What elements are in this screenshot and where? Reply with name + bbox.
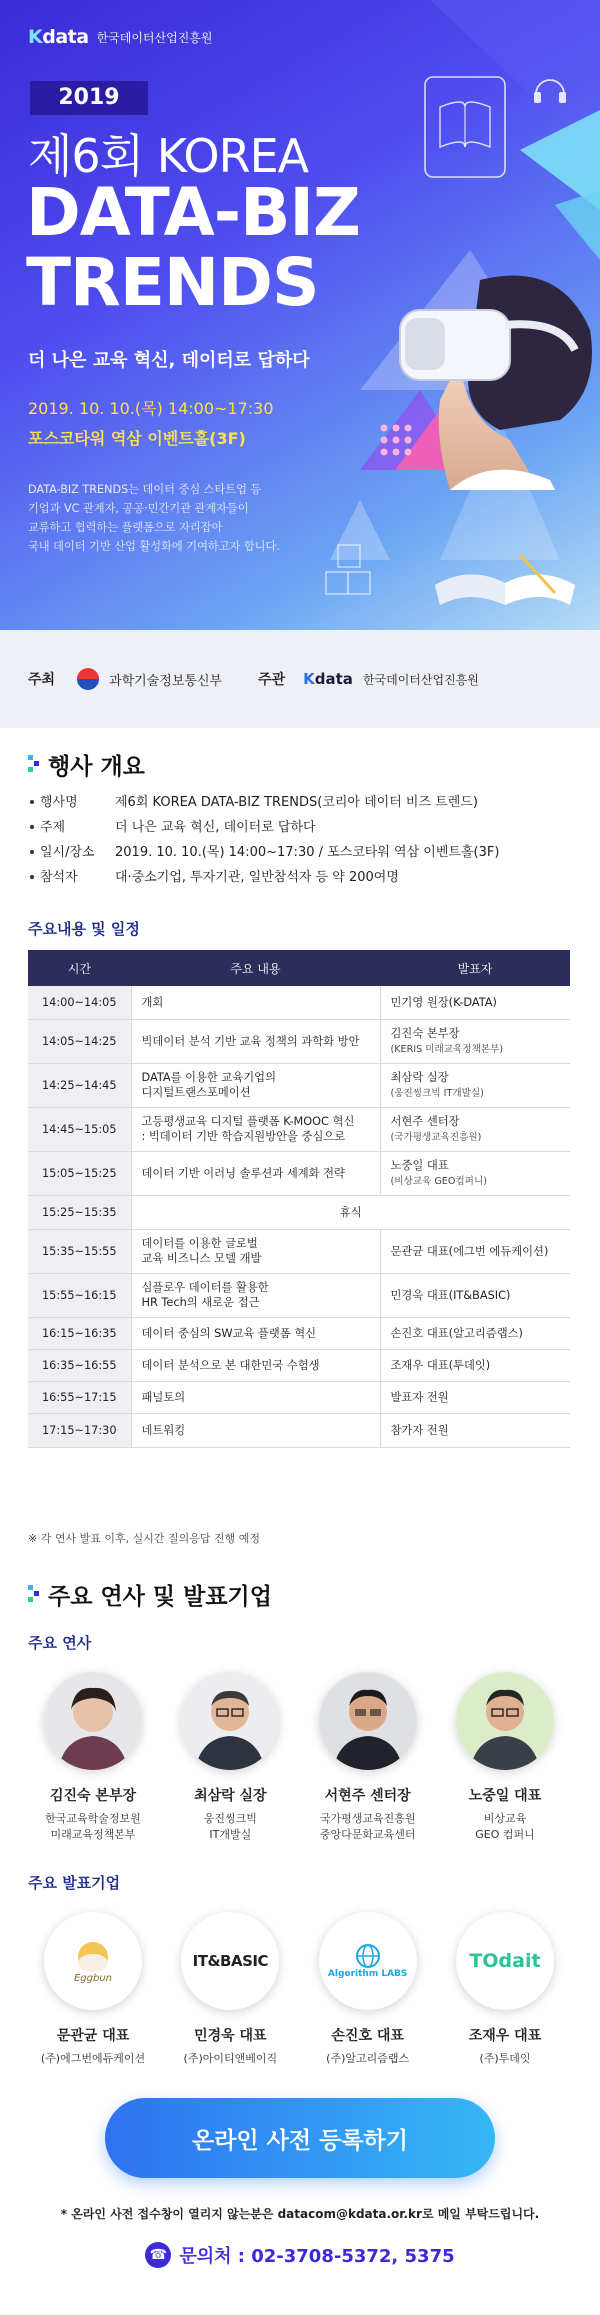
hero-title-line1: DATA-BIZ [26,174,360,251]
schedule-time: 16:35~16:55 [28,1349,131,1381]
speaker-affiliation: (비상교육 GEO컴퍼니) [390,1175,487,1187]
overview-value: 더 나은 교육 혁신, 데이터로 답하다 [115,820,316,835]
avatar [319,1672,417,1770]
table-row [28,1349,570,1381]
speaker-name: 김진숙 본부장 [390,1026,460,1040]
brand-logo[interactable] [28,26,212,48]
registration-note: * 온라인 사전 접수창이 열리지 않는분은 datacom@kdata.or.kr로 메일 부탁드립니다. [60,2207,540,2221]
company-rep-name: 손진호 대표 [331,2028,404,2044]
speaker-name: 민기영 원장(K-DATA) [390,995,497,1009]
avatar [181,1672,279,1770]
table-row [28,1273,570,1317]
company-logo-text: IT&BASIC [192,1952,268,1970]
company-card [303,1912,433,2067]
speaker-affil-line: IT개발실 [209,1828,252,1841]
speakers-heading-text: 주요 연사 및 발표기업 [48,1584,272,1610]
speaker-name: 발표자 전원 [390,1390,449,1404]
hero-date: 2019. 10. 10.(목) 14:00~17:30 [28,399,274,418]
schedule-speaker [380,1107,570,1151]
speaker-name: 서현주 센터장 [390,1114,460,1128]
speaker-affil-line: 비상교육 [483,1812,527,1825]
itbasic-logo [181,1912,279,2010]
overview-heading [28,748,145,781]
overview-row [28,790,578,815]
schedule-time: 16:55~17:15 [28,1381,131,1413]
table-row [28,1195,570,1229]
schedule-speaker [380,1229,570,1273]
company-rep-name: 민경욱 대표 [194,2028,267,2044]
speaker-card [28,1672,158,1843]
speaker-name: 서현주 센터장 [324,1788,411,1804]
taegeuk-icon [77,668,99,690]
schedule-speaker [380,1349,570,1381]
schedule-speaker [380,1063,570,1107]
table-row [28,1381,570,1413]
column-header-time: 시간 [28,950,131,986]
speaker-affil-line: 한국교육학술정보원 [45,1812,141,1825]
kdata-logo: Kdata [28,26,89,48]
schedule-content: 데이터 기반 이러닝 솔루션과 세계화 전략 [131,1151,380,1195]
table-row [28,1063,570,1107]
hero-description-line: 국내 데이터 기반 산업 활성화에 기여하고자 합니다. [28,540,280,553]
company-logo-text: Algorithm LABS [327,1969,408,1979]
table-row [28,1229,570,1273]
speaker-affiliation: (웅진씽크빅 IT개발실) [390,1087,484,1099]
speaker-name: 노중일 대표 [390,1158,449,1172]
headset-icon [530,70,570,110]
speaker-name: 참가자 전원 [390,1423,449,1437]
schedule-speaker [380,1019,570,1063]
speaker-name: 손진호 대표(알고리즘랩스) [390,1326,523,1340]
register-button[interactable]: 온라인 사전 등록하기 [105,2098,495,2178]
egg-icon [73,1939,113,1973]
speaker-name: 최삼락 실장 [194,1788,267,1804]
table-row [28,1413,570,1447]
schedule-content: DATA를 이용한 교육기업의 디지털트랜스포메이션 [131,1063,380,1107]
sponsor-bar [0,630,600,728]
overview-key: 주제 [28,815,115,840]
host-label: 주최 [28,672,56,688]
table-row [28,1151,570,1195]
schedule-content: 휴식 [131,1195,570,1229]
speaker-affil-line: 미래교육정책본부 [50,1828,136,1841]
schedule-content: 빅데이터 분석 기반 교육 정책의 과학화 방안 [131,1019,380,1063]
schedule-time: 16:15~16:35 [28,1317,131,1349]
companies-label: 주요 발표기업 [28,1874,121,1892]
speaker-name: 민경욱 대표(IT&BASIC) [390,1288,511,1302]
overview-value: 제6회 KOREA DATA-BIZ TRENDS(코리아 데이터 비즈 트렌드) [115,795,478,810]
speaker-affil-line: 중앙다문화교육센터 [319,1828,416,1841]
todait-logo [456,1912,554,2010]
overview-row [28,840,578,865]
schedule-speaker [380,986,570,1019]
avatar [456,1672,554,1770]
overview-list [28,790,578,890]
speaker-affil-line: 국가평생교육진흥원 [319,1812,416,1825]
table-row [28,1317,570,1349]
schedule-time: 15:05~15:25 [28,1151,131,1195]
speaker-name: 노중일 대표 [468,1788,542,1804]
company-logo-text: Eggbun [73,1972,113,1984]
speaker-name: 조재우 대표(투데잇) [390,1358,491,1372]
schedule-content: 데이터를 이용한 글로벌 교육 비즈니스 모델 개발 [131,1229,380,1273]
company-name: (주)알고리즘랩스 [326,2052,410,2065]
hero-banner [0,0,600,630]
hero-description-line: 교류하고 협력하는 플랫폼으로 자리잡아 [28,521,223,534]
hero-description-line: DATA-BIZ TRENDS는 데이터 중심 스타트업 등 [28,483,262,496]
section-bullet-icon [28,1585,40,1605]
company-list [28,1912,570,2067]
speaker-affiliation [303,1811,433,1843]
speaker-affil-line: 웅진씽크빅 [203,1812,257,1825]
organizer-kdata-logo: Kdata [303,670,353,688]
table-row [28,1107,570,1151]
schedule-time: 15:35~15:55 [28,1229,131,1273]
hero-title-line2: TRENDS [26,244,319,321]
speaker-card [303,1672,433,1843]
year-badge: 2019 [30,81,148,115]
speaker-name: 문관균 대표(에그번 에듀케이션) [390,1244,549,1258]
organizer-label: 주관 [258,672,286,688]
schedule-speaker [380,1413,570,1447]
overview-key: 행사명 [28,790,115,815]
schedule-content: 데이터 분석으로 본 대한민국 수험생 [131,1349,380,1381]
company-logo-text: TOdait [469,1950,541,1972]
schedule-time: 17:15~17:30 [28,1413,131,1447]
schedule-content: 심플로우 데이터를 활용한 HR Tech의 새로운 접근 [131,1273,380,1317]
avatar [44,1672,142,1770]
schedule-header-row [28,950,570,986]
speaker-affiliation [165,1811,295,1843]
book-icon [405,72,525,182]
contact-info [0,2242,600,2268]
contact-text: 문의처 : 02-3708-5372, 5375 [179,2246,455,2267]
speaker-affil-line: GEO 컴퍼니 [475,1828,535,1841]
overview-value: 대·중소기업, 투자기관, 일반참석자 등 약 200여명 [115,870,399,885]
company-name: (주)투데잇 [479,2052,531,2065]
schedule-content: 고등평생교육 디지털 플랫폼 K-MOOC 혁신 : 빅데이터 기반 학습지원방안을 중심으로 [131,1107,380,1151]
overview-row [28,815,578,840]
brand-org-name: 한국데이터산업진흥원 [96,30,213,45]
company-name: (주)아이티앤베이직 [183,2052,278,2065]
overview-key: 참석자 [28,865,115,890]
column-header-content: 주요 내용 [131,950,380,986]
speaker-card [440,1672,570,1843]
schedule-time: 14:45~15:05 [28,1107,131,1151]
company-name: (주)에그번에듀케이션 [40,2052,146,2065]
hero-description-line: 기업과 VC 관계자, 공공·민간기관 관계자들이 [28,502,249,515]
schedule-time: 14:25~14:45 [28,1063,131,1107]
schedule-time: 14:00~14:05 [28,986,131,1019]
overview-value: 2019. 10. 10.(목) 14:00~17:30 / 포스코타워 역삼 이벤트홀(3F) [115,845,500,860]
vr-headset-person-image [340,240,600,490]
schedule-speaker [380,1381,570,1413]
speaker-list [28,1672,570,1843]
overview-row [28,865,578,890]
overview-key: 일시/장소 [28,840,115,865]
company-rep-name: 조재우 대표 [468,2028,542,2044]
schedule-content: 네트워킹 [131,1413,380,1447]
speaker-affiliation: (국가평생교육진흥원) [390,1131,482,1143]
schedule-body [28,986,570,1447]
globe-icon [353,1943,383,1969]
schedule-time: 15:25~15:35 [28,1195,131,1229]
schedule-content: 개회 [131,986,380,1019]
schedule-speaker [380,1317,570,1349]
speaker-name: 최삼락 실장 [390,1070,449,1084]
phone-icon: ☎ [145,2242,171,2268]
schedule-table [28,950,570,1448]
host-name: 과학기술정보통신부 [109,673,223,689]
overview-heading-text: 행사 개요 [48,754,145,780]
speaker-affiliation: (KERIS 미래교육정책본부) [390,1043,504,1055]
schedule-content: 데이터 중심의 SW교육 플랫폼 혁신 [131,1317,380,1349]
company-card [440,1912,570,2067]
open-book-image [430,545,580,615]
table-row [28,986,570,1019]
speakers-heading [28,1578,272,1611]
company-rep-name: 문관균 대표 [56,2028,130,2044]
company-card [28,1912,158,2067]
schedule-time: 15:55~16:15 [28,1273,131,1317]
speaker-name: 김진숙 본부장 [49,1788,137,1804]
column-header-speaker: 발표자 [380,950,570,986]
hero-description [28,480,308,556]
section-bullet-icon [28,755,40,775]
hero-edition: 제6회 KOREA [28,129,309,183]
algorithm-labs-logo [319,1912,417,2010]
speaker-card [165,1672,295,1843]
company-card [165,1912,295,2067]
schedule-speaker [380,1273,570,1317]
hero-subtitle: 더 나은 교육 혁신, 데이터로 답하다 [28,350,310,371]
speakers-label: 주요 연사 [28,1634,92,1652]
schedule-heading: 주요내용 및 일정 [28,920,140,938]
speaker-affiliation [28,1811,158,1843]
speaker-affiliation [440,1811,570,1843]
eggbun-logo [44,1912,142,2010]
schedule-footnote: ※ 각 연사 발표 이후, 실시간 질의응답 진행 예정 [28,1532,260,1545]
organizer-name: 한국데이터산업진흥원 [362,672,479,687]
schedule-time: 14:05~14:25 [28,1019,131,1063]
hero-venue: 포스코타워 역삼 이벤트홀(3F) [28,429,246,448]
schedule-speaker [380,1151,570,1195]
table-row [28,1019,570,1063]
schedule-content: 패널토의 [131,1381,380,1413]
